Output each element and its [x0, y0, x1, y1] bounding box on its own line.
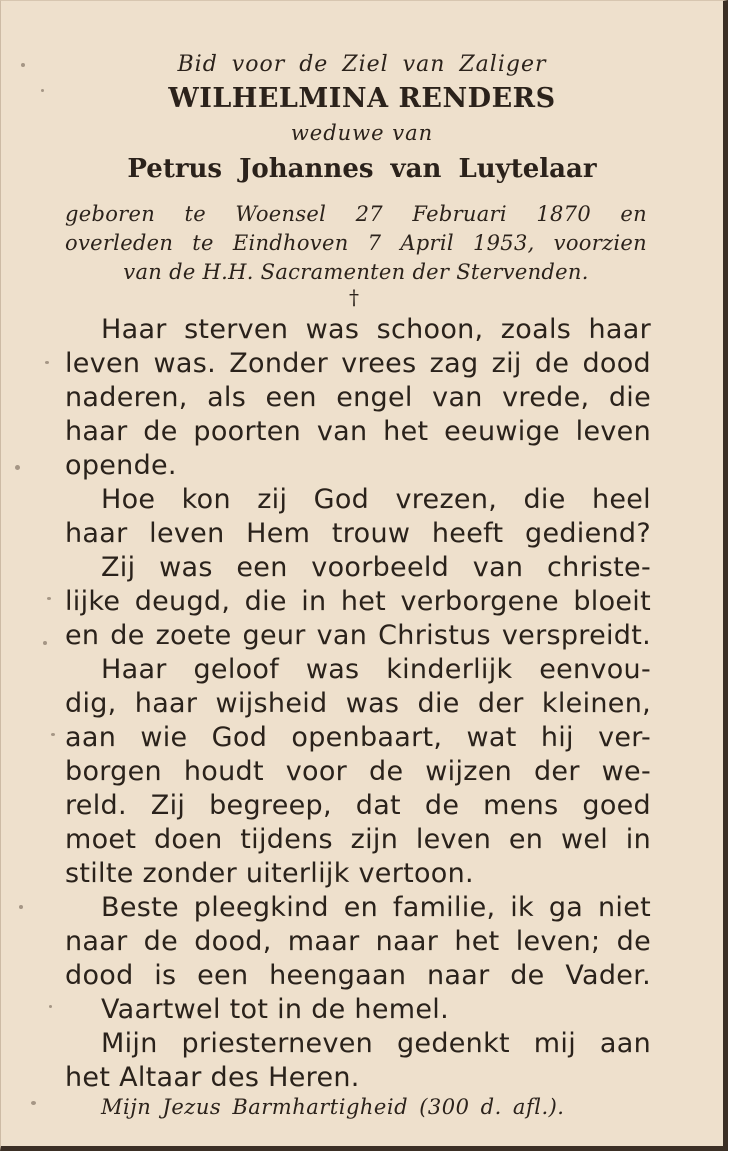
cross-icon: †	[349, 285, 359, 309]
text-line: het Altaar des Heren.	[65, 1062, 360, 1093]
paper-speck	[21, 63, 25, 67]
paper-speck	[19, 905, 23, 909]
text-line: reld. Zij begreep, dat de mens goed	[65, 790, 651, 821]
text-line: stilte zonder uiterlijk vertoon.	[65, 858, 474, 889]
paper-speck	[43, 641, 47, 645]
text-line: Haar geloof was kinderlijk eenvou-	[101, 654, 651, 685]
text-line: dood is een heengaan naar de Vader.	[65, 960, 651, 991]
memorial-text	[65, 313, 651, 1095]
text-line: borgen houdt voor de wijzen der we-	[65, 756, 651, 787]
death-line: overleden te Eindhoven 7 April 1953, voorzien	[65, 231, 647, 255]
intro-line: Bid voor de Ziel van Zaliger	[177, 52, 547, 77]
paper-speck	[41, 89, 44, 92]
text-line: Mijn priesterneven gedenkt mij aan	[101, 1028, 651, 1059]
paper-speck	[15, 465, 20, 470]
text-line: Haar sterven was schoon, zoals haar	[101, 314, 651, 345]
text-line: naar de dood, maar naar het leven; de	[65, 926, 651, 957]
paper-speck	[45, 361, 49, 364]
text-line: haar leven Hem trouw heeft gediend?	[65, 518, 651, 549]
text-line: naderen, als een engel van vrede, die	[65, 382, 651, 413]
spouse-name: Petrus Johannes van Luytelaar	[127, 154, 597, 184]
deceased-name: WILHELMINA RENDERS	[168, 83, 556, 114]
text-line: Vaartwel tot in de hemel.	[101, 994, 449, 1025]
paper-speck	[51, 733, 55, 736]
text-line: en de zoete geur van Christus verspreidt.	[65, 620, 651, 651]
birth-line: geboren te Woensel 27 Februari 1870 en	[65, 202, 647, 226]
sacraments-line: van de H.H. Sacramenten der Stervenden.	[123, 260, 589, 284]
text-line: haar de poorten van het eeuwige leven	[65, 416, 651, 447]
spouse-label: weduwe van	[290, 121, 434, 145]
text-line: lijke deugd, die in het verborgene bloeit	[65, 586, 651, 617]
text-line: Zij was een voorbeeld van christe-	[101, 552, 651, 583]
text-line: moet doen tijdens zijn leven en wel in	[65, 824, 651, 855]
text-line: leven was. Zonder vrees zag zij de dood	[65, 348, 651, 379]
card-header	[1, 49, 723, 187]
indulgence-prayer: Mijn Jezus Barmhartigheid (300 d. afl.).	[101, 1095, 565, 1119]
paper-speck	[31, 1101, 36, 1105]
text-line: Hoe kon zij God vrezen, die heel	[101, 484, 651, 515]
paper-speck	[49, 1005, 52, 1008]
text-line: aan wie God openbaart, wat hij ver-	[65, 722, 651, 753]
text-line: opende.	[65, 450, 177, 481]
text-line: Beste pleegkind en familie, ik ga niet	[101, 892, 651, 923]
text-line: dig, haar wijsheid was die der kleinen,	[65, 688, 651, 719]
birth-death-details	[65, 200, 647, 287]
paper-speck	[47, 597, 51, 600]
